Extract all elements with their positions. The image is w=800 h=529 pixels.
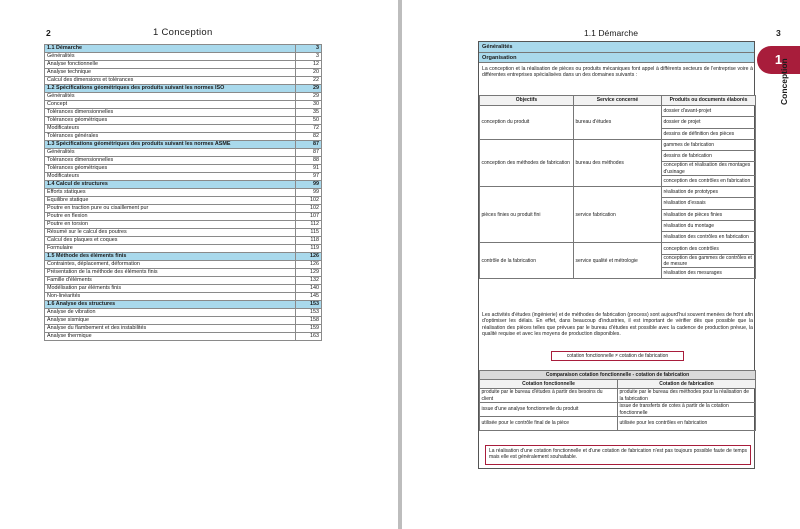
toc-label: Formulaire <box>45 245 296 253</box>
toc-label: Analyse sismique <box>45 317 296 325</box>
toc-label: Généralités <box>45 149 296 157</box>
toc-page: 126 <box>296 253 322 261</box>
document-cell: réalisation des mesurages <box>662 267 756 278</box>
toc-section-row <box>45 301 322 309</box>
toc-page: 29 <box>296 93 322 101</box>
toc-label: Généralités <box>45 53 296 61</box>
comparison-title: Comparaison cotation fonctionnelle - cotation de fabrication <box>480 371 756 380</box>
document-cell: réalisation des contrôles en fabrication <box>662 232 756 243</box>
toc-page: 97 <box>296 173 322 181</box>
toc-page: 82 <box>296 133 322 141</box>
service-cell: service qualité et métrologie <box>574 243 662 279</box>
toc-page: 115 <box>296 229 322 237</box>
toc-label: 1.4 Calcul de structures <box>45 181 296 189</box>
toc-row <box>45 213 322 221</box>
note-box: La réalisation d'une cotation fonctionnelle et d'une cotation de fabrication n'est pas toujours possible faute de temps mais elle est généralement souhaitable. <box>485 445 751 465</box>
toc-label: Modificateurs <box>45 125 296 133</box>
toc-label: Résumé sur le calcul des poutres <box>45 229 296 237</box>
toc-label: 1.3 Spécifications géométriques des produits suivant les normes ASME <box>45 141 296 149</box>
comparison-column-header: Cotation de fabrication <box>618 380 756 389</box>
toc-page: 87 <box>296 149 322 157</box>
toc-label: Famille d'éléments <box>45 277 296 285</box>
toc-label: Calcul des plaques et coques <box>45 237 296 245</box>
column-header: Objectifs <box>480 96 574 106</box>
toc-page: 20 <box>296 69 322 77</box>
document-cell: réalisation de pièces finies <box>662 209 756 220</box>
toc-page: 88 <box>296 157 322 165</box>
toc-section-row <box>45 181 322 189</box>
toc-row <box>45 293 322 301</box>
toc-row <box>45 117 322 125</box>
toc-page: 145 <box>296 293 322 301</box>
comparison-table <box>479 370 756 431</box>
toc-page: 3 <box>296 53 322 61</box>
comparison-title-row <box>480 371 756 380</box>
intro-text: La conception et la réalisation de pièces ou produits mécaniques font appel à différents secteurs de l'entreprise voire à différentes entreprises spécialisées dans un des domaines suivants : <box>482 66 753 79</box>
toc-row <box>45 269 322 277</box>
toc-label: Analyse fonctionnelle <box>45 61 296 69</box>
toc-label: Tolérances générales <box>45 133 296 141</box>
toc-section-row <box>45 253 322 261</box>
toc-section-row <box>45 85 322 93</box>
service-cell: bureau des méthodes <box>574 139 662 186</box>
toc-label: Concept <box>45 101 296 109</box>
toc-page: 3 <box>296 45 322 53</box>
toc-page: 159 <box>296 325 322 333</box>
toc-row <box>45 77 322 85</box>
objective-cell: contrôle de la fabrication <box>480 243 574 279</box>
comparison-header-row <box>480 380 756 389</box>
comparison-cell: utilisée pour le contrôle final de la pièce <box>480 417 618 431</box>
toc-row <box>45 125 322 133</box>
document-cell: réalisation de prototypes <box>662 186 756 197</box>
toc-row <box>45 221 322 229</box>
toc-label: Tolérances dimensionnelles <box>45 109 296 117</box>
toc-row <box>45 245 322 253</box>
toc-row <box>45 149 322 157</box>
toc-label: Calcul des dimensions et tolérances <box>45 77 296 85</box>
toc-label: Modélisation par éléments finis <box>45 285 296 293</box>
right-page-number: 3 <box>776 28 781 38</box>
toc-page: 72 <box>296 125 322 133</box>
toc-page: 102 <box>296 197 322 205</box>
comparison-cell: produite par le bureau des méthodes pour la réalisation de la fabrication <box>618 389 756 403</box>
comparison-row <box>480 417 756 431</box>
toc-label: Non-linéarités <box>45 293 296 301</box>
toc-label: Efforts statiques <box>45 189 296 197</box>
toc-page: 129 <box>296 269 322 277</box>
toc-row <box>45 333 322 341</box>
toc-label: 1.2 Spécifications géométriques des produits suivant les normes ISO <box>45 85 296 93</box>
column-header: Service concerné <box>574 96 662 106</box>
comparison-column-header: Cotation fonctionnelle <box>480 380 618 389</box>
chapter-side-label: Conception <box>779 58 789 105</box>
document-cell: conception des contrôles <box>662 243 756 254</box>
toc-page: 119 <box>296 245 322 253</box>
toc-row <box>45 197 322 205</box>
toc-row <box>45 173 322 181</box>
left-page <box>0 0 398 529</box>
toc-page: 126 <box>296 261 322 269</box>
toc-label: Analyse du flambement et des instabilités <box>45 325 296 333</box>
subsection-bar: Organisation <box>479 53 754 63</box>
toc-label: Contraintes, déplacement, déformation <box>45 261 296 269</box>
toc-page: 153 <box>296 301 322 309</box>
toc-row <box>45 69 322 77</box>
toc-row <box>45 93 322 101</box>
table-row <box>480 106 756 117</box>
toc-page: 99 <box>296 181 322 189</box>
toc-page: 30 <box>296 101 322 109</box>
toc-page: 140 <box>296 285 322 293</box>
toc-page: 102 <box>296 205 322 213</box>
toc-row <box>45 165 322 173</box>
toc-label: Tolérances géométriques <box>45 117 296 125</box>
cotation-formula: cotation fonctionnelle ≠ cotation de fabrication <box>551 351 684 361</box>
table-row <box>480 139 756 150</box>
toc-page: 107 <box>296 213 322 221</box>
toc-label: Tolérances géométriques <box>45 165 296 173</box>
toc-label: Tolérances dimensionnelles <box>45 157 296 165</box>
document-cell: dossier d'avant-projet <box>662 106 756 117</box>
toc-row <box>45 325 322 333</box>
organisation-table <box>479 95 756 279</box>
toc-row <box>45 229 322 237</box>
document-cell: réalisation du montage <box>662 220 756 231</box>
body-paragraph: Les activités d'études (ingénierie) et de méthodes de fabrication (process) sont aujourd'hui souvent menées de front afin d'optimiser les délais. En effet, dans beaucoup d'industries, il est important de vérifier dès que possible que la réalisation des pièces telles que prévues par le bureau d'études est possible avec la cadence de production prévue, la qualité requise et avec les moyens de production disponibles. <box>482 312 753 337</box>
toc-label: Analyse de vibration <box>45 309 296 317</box>
comparison-cell: utilisée pour les contrôles en fabrication <box>618 417 756 431</box>
left-page-number: 2 <box>46 28 51 38</box>
toc-page: 50 <box>296 117 322 125</box>
toc-label: 1.1 Démarche <box>45 45 296 53</box>
toc-row <box>45 133 322 141</box>
toc-label: Analyse technique <box>45 69 296 77</box>
comparison-cell: issue de transferts de cotes à partir de la cotation fonctionnelle <box>618 403 756 417</box>
toc-row <box>45 285 322 293</box>
toc-row <box>45 237 322 245</box>
toc-row <box>45 205 322 213</box>
table-of-contents <box>44 44 322 341</box>
document-cell: dessins de fabrication <box>662 151 756 162</box>
chapter-tab: 1 <box>757 46 800 74</box>
toc-label: Poutre en traction pure ou cisaillement pur <box>45 205 296 213</box>
document-cell: dessins de définition des pièces <box>662 128 756 139</box>
toc-label: Généralités <box>45 93 296 101</box>
running-title: 1.1 Démarche <box>584 28 638 38</box>
toc-page: 112 <box>296 221 322 229</box>
toc-page: 29 <box>296 85 322 93</box>
toc-page: 132 <box>296 277 322 285</box>
service-cell: service fabrication <box>574 186 662 242</box>
toc-label: Poutre en torsion <box>45 221 296 229</box>
service-cell: bureau d'études <box>574 106 662 140</box>
document-cell: réalisation d'essais <box>662 198 756 209</box>
toc-page: 35 <box>296 109 322 117</box>
document-cell: gammes de fabrication <box>662 139 756 150</box>
table-row <box>480 186 756 197</box>
toc-page: 91 <box>296 165 322 173</box>
column-header: Produits ou documents élaborés <box>662 96 756 106</box>
toc-page: 158 <box>296 317 322 325</box>
toc-row <box>45 317 322 325</box>
toc-page: 22 <box>296 77 322 85</box>
toc-label: 1.5 Méthode des éléments finis <box>45 253 296 261</box>
toc-row <box>45 189 322 197</box>
toc-page: 99 <box>296 189 322 197</box>
toc-row <box>45 101 322 109</box>
toc-row <box>45 261 322 269</box>
toc-label: 1.6 Analyse des structures <box>45 301 296 309</box>
toc-page: 118 <box>296 237 322 245</box>
document-cell: conception des contrôles en fabrication <box>662 175 756 186</box>
objective-cell: conception du produit <box>480 106 574 140</box>
toc-row <box>45 109 322 117</box>
content-frame <box>478 41 755 469</box>
document-cell: conception et réalisation des montages d'usinage <box>662 162 756 175</box>
toc-section-row <box>45 45 322 53</box>
chapter-title: 1 Conception <box>153 27 213 38</box>
toc-row <box>45 53 322 61</box>
table-header-row <box>480 96 756 106</box>
toc-section-row <box>45 141 322 149</box>
toc-label: Présentation de la méthode des éléments finis <box>45 269 296 277</box>
toc-row <box>45 309 322 317</box>
comparison-row <box>480 403 756 417</box>
toc-page: 12 <box>296 61 322 69</box>
toc-row <box>45 61 322 69</box>
document-cell: dossier de projet <box>662 117 756 128</box>
document-cell: conception des gammes de contrôles et de mesure <box>662 254 756 267</box>
objective-cell: conception des méthodes de fabrication <box>480 139 574 186</box>
comparison-cell: issue d'une analyse fonctionnelle du produit <box>480 403 618 417</box>
section-bar: Généralités <box>479 42 754 53</box>
comparison-row <box>480 389 756 403</box>
toc-label: Poutre en flexion <box>45 213 296 221</box>
objective-cell: pièces finies ou produit fini <box>480 186 574 242</box>
toc-page: 87 <box>296 141 322 149</box>
table-row <box>480 243 756 254</box>
toc-label: Modificateurs <box>45 173 296 181</box>
toc-label: Analyse thermique <box>45 333 296 341</box>
comparison-cell: produite par le bureau d'études à partir des besoins du client <box>480 389 618 403</box>
toc-row <box>45 277 322 285</box>
toc-label: Équilibre statique <box>45 197 296 205</box>
toc-row <box>45 157 322 165</box>
toc-page: 163 <box>296 333 322 341</box>
toc-page: 153 <box>296 309 322 317</box>
